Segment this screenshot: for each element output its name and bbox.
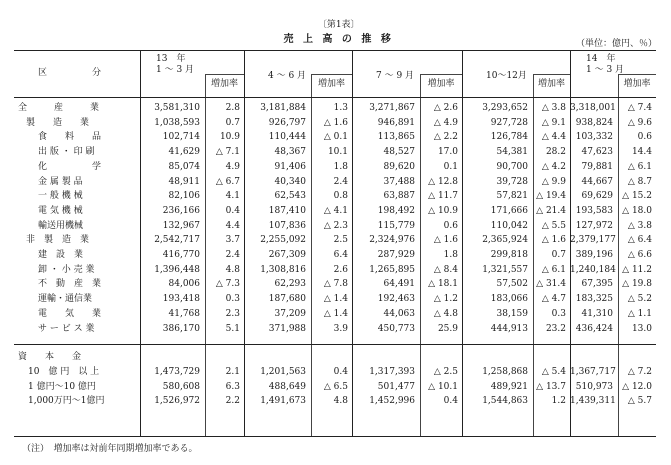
row-label: 全 産 業 [18, 103, 100, 113]
value-cell: 82,106 [168, 191, 200, 202]
value-cell: 299,818 [490, 250, 528, 260]
row-label: 電 気 業 [38, 308, 102, 319]
value-cell: 171,666 [490, 205, 528, 216]
rate-cell: △ 5.4 [541, 366, 566, 377]
value-cell: 193,583 [575, 205, 613, 216]
header-separator [14, 97, 656, 98]
rate-cell: 2.6 [333, 264, 348, 275]
row-label: 運輸・通信業 [38, 294, 93, 305]
rate-cell: 10.1 [327, 147, 348, 158]
unit-label: （単位：億円、％） [575, 39, 657, 49]
value-cell: 110,444 [268, 132, 306, 143]
value-cell: 79,881 [581, 161, 613, 172]
value-cell: 57,821 [496, 191, 528, 202]
value-cell: 44,063 [383, 308, 415, 319]
industry-row [14, 307, 656, 321]
rate-cell: 2.1 [225, 366, 240, 377]
industry-row [14, 175, 656, 189]
header-period: 10～12月 [486, 71, 527, 81]
industry-row [14, 233, 656, 247]
rate-cell: 4.9 [225, 161, 240, 172]
table-heading: 売 上 高 の 推 移 [283, 34, 394, 45]
capital-heading-row [14, 350, 656, 364]
value-cell: 1,452,996 [369, 396, 415, 407]
capital-row [14, 394, 656, 408]
value-cell: 40,340 [274, 176, 306, 187]
sales-table [14, 50, 656, 437]
value-cell: 1,321,557 [482, 264, 528, 275]
value-cell: 927,728 [490, 117, 528, 128]
value-cell: 183,066 [490, 294, 528, 305]
value-cell: 2,324,976 [369, 235, 415, 246]
rate-cell: △ 11.2 [622, 264, 652, 275]
industry-row [14, 145, 656, 159]
rate-cell: △ 12.8 [428, 176, 458, 187]
value-cell: 37,209 [274, 308, 306, 319]
rate-cell: △ 6.4 [627, 235, 652, 246]
industry-row [14, 160, 656, 174]
rate-cell: 14.4 [631, 147, 652, 158]
row-label: サ ー ビ ス 業 [38, 323, 95, 334]
value-cell: 267,309 [268, 250, 306, 260]
rate-cell: △ 4.4 [541, 132, 566, 143]
rate-cell: 28.2 [545, 147, 566, 158]
value-cell: 416,770 [162, 250, 200, 260]
rate-cell: 4.4 [225, 220, 240, 231]
rate-cell: 0.6 [637, 132, 652, 143]
value-cell: 85,074 [168, 161, 200, 172]
rate-cell: △ 9.1 [541, 117, 566, 128]
row-label: 不 動 産 業 [38, 279, 102, 290]
value-cell: 1,439,311 [570, 396, 616, 407]
value-cell: 192,463 [377, 294, 415, 305]
value-cell: 38,159 [496, 308, 528, 319]
value-cell: 3,318,001 [570, 103, 616, 113]
header-period: 13 年 1 ～ 3 月 [156, 54, 195, 75]
value-cell: 90,700 [496, 161, 528, 172]
header-rate: 増加率 [317, 79, 345, 89]
value-cell: 3,293,652 [482, 103, 528, 113]
value-cell: 2,542,717 [154, 235, 200, 246]
rate-cell: 3.7 [225, 235, 240, 246]
rate-cell: 10.9 [219, 132, 240, 143]
value-cell: 1,491,673 [260, 396, 306, 407]
value-cell: 198,492 [377, 205, 415, 216]
value-cell: 946,891 [377, 117, 415, 128]
value-cell: 39,728 [496, 176, 528, 187]
rate-cell: △ 1.6 [433, 235, 458, 246]
rate-cell: 0.7 [225, 117, 240, 128]
value-cell: 1,396,448 [154, 264, 200, 275]
rate-cell: 2.5 [333, 235, 348, 246]
value-cell: 488,649 [268, 381, 306, 392]
value-cell: 1,265,895 [369, 264, 415, 275]
value-cell: 501,477 [377, 381, 415, 392]
rate-cell: △ 1.2 [433, 294, 458, 305]
row-label: 10 億 円 以 上 [28, 366, 100, 377]
value-cell: 3,581,310 [154, 103, 200, 113]
rate-cell: △ 10.1 [428, 381, 458, 392]
rate-cell: △ 0.1 [323, 132, 348, 143]
rate-cell: 0.8 [333, 191, 348, 202]
value-cell: 1,258,868 [482, 366, 528, 377]
value-cell: 41,629 [168, 147, 200, 158]
value-cell: 91,406 [274, 161, 306, 172]
rate-cell: △ 15.2 [622, 191, 652, 202]
rate-cell: △ 3.8 [541, 103, 566, 113]
value-cell: 37,488 [383, 176, 415, 187]
value-cell: 127,972 [575, 220, 613, 231]
header-rate-underline [420, 74, 462, 75]
row-label: 製 造 業 [26, 117, 90, 128]
row-label: 電 気 機 械 [38, 205, 83, 216]
rate-cell: △ 18.1 [428, 279, 458, 290]
rate-cell: △ 9.6 [627, 117, 652, 128]
capital-heading: 資 本 金 [18, 352, 82, 363]
industry-row [14, 263, 656, 277]
value-cell: 41,310 [581, 308, 613, 319]
rate-cell: 25.9 [437, 323, 458, 334]
value-cell: 1,544,863 [482, 396, 528, 407]
industry-row [14, 116, 656, 130]
value-cell: 44,667 [581, 176, 613, 187]
rate-cell: △ 8.4 [433, 264, 458, 275]
value-cell: 126,784 [490, 132, 528, 143]
capital-row [14, 365, 656, 379]
rate-cell: 0.6 [443, 220, 458, 231]
rate-cell: 6.4 [333, 250, 348, 260]
rate-cell: △ 11.7 [428, 191, 458, 202]
row-label: 1 億円～10 億円 [28, 381, 96, 392]
rate-cell: △ 8.7 [627, 176, 652, 187]
rate-cell: △ 1.1 [627, 308, 652, 319]
row-label: 1,000万円～1億円 [28, 396, 105, 407]
value-cell: 48,527 [383, 147, 415, 158]
value-cell: 389,196 [575, 250, 613, 260]
value-cell: 187,680 [268, 294, 306, 305]
rate-cell: △ 9.9 [541, 176, 566, 187]
rate-cell: 0.4 [333, 366, 348, 377]
rate-cell: 2.3 [225, 308, 240, 319]
rate-cell: 4.8 [225, 264, 240, 275]
rate-cell: 3.9 [333, 323, 348, 334]
value-cell: 938,824 [575, 117, 613, 128]
value-cell: 54,381 [496, 147, 528, 158]
value-cell: 183,325 [575, 294, 613, 305]
rate-cell: 1.8 [443, 250, 458, 260]
value-cell: 64,491 [383, 279, 415, 290]
rate-cell: 6.3 [225, 381, 240, 392]
rate-cell: 1.8 [333, 161, 348, 172]
industry-row [14, 204, 656, 218]
rate-cell: △ 1.4 [323, 308, 348, 319]
value-cell: 41,768 [168, 308, 200, 319]
value-cell: 1,317,393 [369, 366, 415, 377]
rate-cell: △ 6.6 [627, 250, 652, 260]
value-cell: 47,623 [581, 147, 613, 158]
header-rate-underline [311, 74, 352, 75]
section-separator [14, 344, 656, 345]
rate-cell: △ 1.6 [323, 117, 348, 128]
rate-cell: △ 13.7 [536, 381, 566, 392]
rate-cell: △ 19.4 [536, 191, 566, 202]
rate-cell: △ 7.8 [323, 279, 348, 290]
rate-cell: △ 6.7 [215, 176, 240, 187]
value-cell: 1,240,184 [570, 264, 616, 275]
row-label: 出 版 ・ 印 刷 [38, 147, 95, 158]
value-cell: 1,038,593 [154, 117, 200, 128]
row-label: 食 料 品 [38, 132, 102, 143]
rate-cell: △ 10.9 [428, 205, 458, 216]
header-category: 区 分 [38, 68, 102, 78]
value-cell: 132,967 [162, 220, 200, 231]
rate-cell: △ 5.7 [627, 396, 652, 407]
value-cell: 2,255,092 [260, 235, 306, 246]
header-rate-underline [205, 74, 244, 75]
rate-cell: △ 21.4 [536, 205, 566, 216]
header-period: 7 ～ 9 月 [376, 71, 415, 81]
value-cell: 1,367,717 [570, 366, 616, 377]
value-cell: 107,836 [268, 220, 306, 231]
value-cell: 1,526,972 [154, 396, 200, 407]
rate-cell: 23.2 [545, 323, 566, 334]
value-cell: 62,543 [274, 191, 306, 202]
row-label: 一 般 機 械 [38, 191, 83, 202]
rate-cell: △ 4.8 [433, 308, 458, 319]
rate-cell: △ 1.4 [323, 294, 348, 305]
header-rate-underline [618, 74, 656, 75]
industry-row [14, 248, 656, 262]
rate-cell: △ 19.8 [622, 279, 652, 290]
rate-cell: 1.3 [333, 103, 348, 113]
value-cell: 67,395 [581, 279, 613, 290]
row-label: 卸 ・ 小 売 業 [38, 264, 95, 275]
value-cell: 2,379,177 [570, 235, 616, 246]
value-cell: 2,365,924 [482, 235, 528, 246]
rate-cell: △ 4.1 [323, 205, 348, 216]
rate-cell: △ 4.2 [541, 161, 566, 172]
header-rate: 増加率 [537, 79, 565, 89]
footnote: （注） 増加率は対前年同期増加率である。 [22, 444, 198, 454]
industry-row [14, 130, 656, 144]
rate-cell: 17.0 [437, 147, 458, 158]
industry-row [14, 101, 656, 115]
value-cell: 187,410 [268, 205, 306, 216]
industry-row [14, 189, 656, 203]
rate-cell: 0.1 [443, 161, 458, 172]
industry-row [14, 292, 656, 306]
header-period: 4 ～ 6 月 [268, 71, 307, 81]
value-cell: 3,181,884 [260, 103, 306, 113]
rate-cell: △ 6.1 [541, 264, 566, 275]
industry-row [14, 322, 656, 336]
rate-cell: △ 18.0 [622, 205, 652, 216]
rate-cell: △ 7.3 [215, 279, 240, 290]
value-cell: 57,502 [496, 279, 528, 290]
rate-cell: △ 12.0 [622, 381, 652, 392]
rate-cell: △ 2.5 [433, 366, 458, 377]
rate-cell: 0.3 [225, 294, 240, 305]
rate-cell: △ 31.4 [536, 279, 566, 290]
value-cell: 193,418 [162, 294, 200, 305]
rate-cell: 4.8 [333, 396, 348, 407]
rate-cell: 0.4 [225, 205, 240, 216]
industry-row [14, 277, 656, 291]
value-cell: 436,424 [575, 323, 613, 334]
industry-row [14, 219, 656, 233]
row-label: 金 属 製 品 [38, 176, 83, 187]
value-cell: 84,006 [168, 279, 200, 290]
rate-cell: 0.3 [551, 308, 566, 319]
value-cell: 62,293 [274, 279, 306, 290]
rate-cell: 5.1 [225, 323, 240, 334]
value-cell: 113,865 [377, 132, 415, 143]
rate-cell: 4.1 [225, 191, 240, 202]
value-cell: 69,629 [581, 191, 613, 202]
value-cell: 580,608 [162, 381, 200, 392]
rate-cell: △ 5.5 [541, 220, 566, 231]
value-cell: 48,911 [168, 176, 200, 187]
rate-cell: 2.8 [225, 103, 240, 113]
rate-cell: 2.2 [225, 396, 240, 407]
value-cell: 115,779 [377, 220, 415, 231]
rate-cell: △ 4.7 [541, 294, 566, 305]
rate-cell: △ 3.8 [627, 220, 652, 231]
rate-cell: 0.7 [551, 250, 566, 260]
rate-cell: △ 6.1 [627, 161, 652, 172]
value-cell: 510,973 [575, 381, 613, 392]
row-label: 輸送用機械 [38, 220, 84, 231]
rate-cell: △ 1.6 [541, 235, 566, 246]
header-period: 14 年 1 ～ 3 月 [586, 54, 625, 75]
row-label: 化 学 [38, 161, 102, 172]
rate-cell: △ 6.5 [323, 381, 348, 392]
value-cell: 48,367 [274, 147, 306, 158]
value-cell: 102,714 [162, 132, 200, 143]
header-rate: 増加率 [623, 79, 651, 89]
rate-cell: 1.2 [551, 396, 566, 407]
rate-cell: △ 4.9 [433, 117, 458, 128]
value-cell: 1,201,563 [260, 366, 306, 377]
value-cell: 89,620 [383, 161, 415, 172]
capital-row [14, 380, 656, 394]
value-cell: 63,887 [383, 191, 415, 202]
rate-cell: △ 2.2 [433, 132, 458, 143]
rate-cell: △ 2.6 [433, 103, 458, 113]
value-cell: 450,773 [377, 323, 415, 334]
value-cell: 1,308,816 [260, 264, 306, 275]
rate-cell: △ 7.4 [627, 103, 652, 113]
rate-cell: △ 5.2 [627, 294, 652, 305]
header-rate: 増加率 [427, 79, 455, 89]
header-rate: 増加率 [210, 79, 238, 89]
value-cell: 386,170 [162, 323, 200, 334]
rate-cell: △ 2.3 [323, 220, 348, 231]
rate-cell: △ 7.2 [627, 366, 652, 377]
row-label: 非 製 造 業 [26, 235, 90, 246]
rate-cell: △ 7.1 [215, 147, 240, 158]
value-cell: 236,166 [162, 205, 200, 216]
value-cell: 926,797 [268, 117, 306, 128]
value-cell: 103,332 [575, 132, 613, 143]
rate-cell: 2.4 [225, 250, 240, 260]
rate-cell: 2.4 [333, 176, 348, 187]
table-title [0, 6, 671, 45]
value-cell: 3,271,867 [369, 103, 415, 113]
value-cell: 110,042 [490, 220, 528, 231]
rate-cell: 13.0 [631, 323, 652, 334]
value-cell: 287,929 [377, 250, 415, 260]
value-cell: 444,913 [490, 323, 528, 334]
rate-cell: 0.4 [443, 396, 458, 407]
value-cell: 489,921 [490, 381, 528, 392]
table-number: 〔第1表〕 [317, 20, 360, 30]
value-cell: 1,473,729 [154, 366, 200, 377]
value-cell: 371,988 [268, 323, 306, 334]
row-label: 建 設 業 [38, 250, 84, 260]
header-rate-underline [533, 74, 570, 75]
